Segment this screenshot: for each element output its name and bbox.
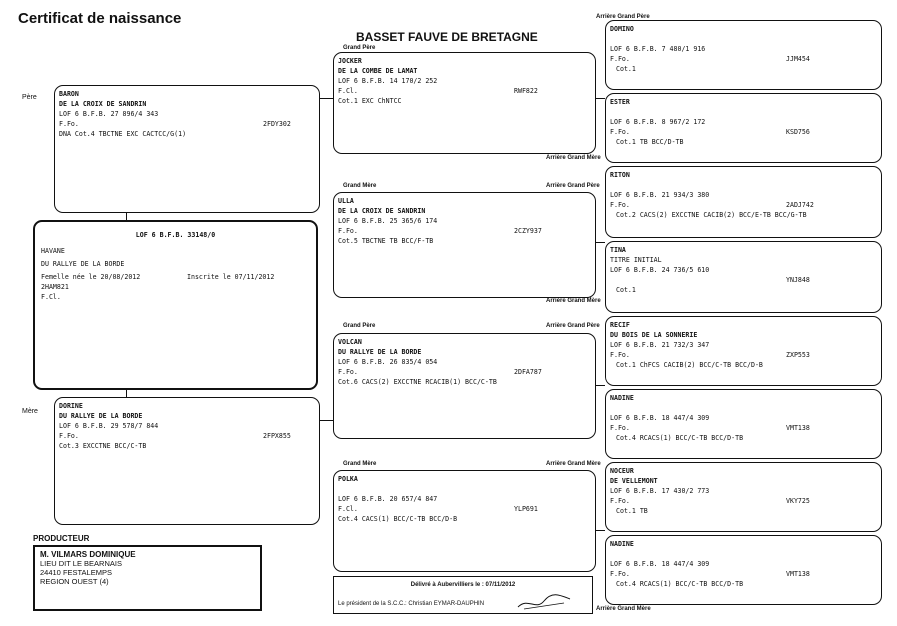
ggp-color: F.Fo. — [610, 570, 630, 578]
grandparent-name: ULLA — [338, 197, 354, 205]
delivery-date: Délivré à Aubervilliers le : 07/11/2012 — [410, 582, 516, 588]
grandparent-id: RWF822 — [514, 87, 538, 95]
connector-line — [596, 98, 605, 99]
ggp-name: TINA — [610, 246, 626, 254]
sire-affix: DE LA CROIX DE SANDRIN — [59, 100, 147, 108]
grandparent-affix: DE LA COMBE DE LAMAT — [338, 67, 418, 75]
grandparent-name: VOLCAN — [338, 338, 362, 346]
producer-name: M. VILMARS DOMINIQUE — [40, 550, 136, 559]
ggp-name: NADINE — [610, 394, 634, 402]
ggp-id: KSD756 — [786, 128, 810, 136]
father-side-label: Père — [22, 94, 37, 101]
connector-line — [319, 98, 333, 99]
label-agm-2: Arrière Grand Mère — [546, 298, 601, 304]
ggp-lof: LOF 6 B.F.B. 21 732/3 347 — [610, 341, 710, 349]
dam-note: Cot.3 EXCCTNE BCC/C-TB — [59, 442, 147, 450]
sire-note: DNA Cot.4 TBCTNE EXC CACTCC/G(1) — [59, 130, 187, 138]
sire-id: 2FDY302 — [263, 120, 291, 128]
president-signature-line: Le président de la S.C.C.: Christian EYMAR-DAUPHIN — [338, 601, 485, 607]
sire-name: BARON — [59, 90, 79, 98]
grandparent-lof: LOF 6 B.F.B. 14 170/2 252 — [338, 77, 438, 85]
ggp-name: NOCEUR — [610, 467, 634, 475]
ggp-lof: LOF 6 B.F.B. 17 430/2 773 — [610, 487, 710, 495]
label-grand-pere-2: Grand Père — [343, 323, 376, 329]
ggp-affix — [610, 34, 877, 44]
great-grandparent-card — [605, 20, 882, 90]
label-agm-3: Arrière Grand Mère — [546, 461, 601, 467]
subject-id: 2HAM821 — [41, 283, 69, 291]
dam-affix: DU RALLYE DE LA BORDE — [59, 412, 143, 420]
document-title: Certificat de naissance — [18, 10, 182, 27]
ggp-note: Cot.1 TB — [616, 507, 648, 515]
connector-line — [126, 212, 127, 220]
ggp-note: Cot.1 — [616, 65, 636, 73]
ggp-id: VMT138 — [786, 570, 810, 578]
grandparent-color: F.Cl. — [338, 87, 358, 95]
grandparent-note: Cot.1 EXC ChNTCC — [338, 97, 402, 105]
grandparent-id: YLP691 — [514, 505, 538, 513]
label-grand-mere-1: Grand Mère — [343, 183, 377, 189]
connector-line — [596, 385, 605, 386]
dam-color: F.Fo. — [59, 432, 79, 440]
ggp-color: F.Fo. — [610, 201, 630, 209]
ggp-lof: LOF 6 B.F.B. 7 480/1 916 — [610, 45, 706, 53]
ggp-id: JJM454 — [786, 55, 810, 63]
label-agp-1: Arrière Grand Père — [596, 14, 650, 20]
breed-title: BASSET FAUVE DE BRETAGNE — [356, 30, 538, 44]
grandparent-color: F.Cl. — [338, 505, 358, 513]
ggp-id: ZXP553 — [786, 351, 810, 359]
connector-line — [596, 242, 605, 243]
producer-label: PRODUCTEUR — [33, 534, 90, 543]
ggp-color: F.Fo. — [610, 128, 630, 136]
producer-address-line: REGION OUEST (4) — [40, 577, 109, 586]
grandparent-lof: LOF 6 B.F.B. 20 657/4 847 — [338, 495, 438, 503]
great-grandparent-card — [605, 93, 882, 163]
grandparent-name: POLKA — [338, 475, 358, 483]
great-grandparent-card — [605, 316, 882, 386]
label-agm-4: Arrière Grand Mère — [596, 606, 651, 612]
ggp-id: VMT138 — [786, 424, 810, 432]
dam-card — [54, 397, 320, 525]
subject-name: HAVANE — [41, 247, 65, 255]
subject-card — [33, 220, 318, 390]
ggp-color: F.Fo. — [610, 351, 630, 359]
great-grandparent-card — [605, 535, 882, 605]
label-agp-3: Arrière Grand Père — [546, 323, 600, 329]
sire-lof: LOF 6 B.F.B. 27 896/4 343 — [59, 110, 159, 118]
ggp-affix: DE VELLEMONT — [610, 477, 658, 485]
grandparent-affix: DE LA CROIX DE SANDRIN — [338, 207, 426, 215]
grandparent-card — [333, 470, 596, 572]
grandparent-note: Cot.6 CACS(2) EXCCTNE RCACIB(1) BCC/C-TB — [338, 378, 497, 386]
great-grandparent-card — [605, 166, 882, 238]
ggp-note: Cot.4 RCACS(1) BCC/C-TB BCC/D-TB — [616, 580, 744, 588]
grandparent-card — [333, 52, 596, 154]
signature-icon — [514, 591, 574, 613]
ggp-affix — [610, 549, 877, 559]
label-agm-1: Arrière Grand Mère — [546, 155, 601, 161]
grandparent-note: Cot.4 CACS(1) BCC/C-TB BCC/D-B — [338, 515, 458, 523]
ggp-note: Cot.1 — [616, 286, 636, 294]
label-grand-mere-2: Grand Mère — [343, 461, 377, 467]
ggp-note: Cot.1 ChFCS CACIB(2) BCC/C-TB BCC/D-B — [616, 361, 763, 369]
ggp-affix — [610, 107, 877, 117]
grandparent-id: 2CZY937 — [514, 227, 542, 235]
label-grand-pere-1: Grand Père — [343, 45, 376, 51]
dam-lof: LOF 6 B.F.B. 29 578/7 844 — [59, 422, 159, 430]
connector-line — [319, 420, 333, 421]
great-grandparent-card — [605, 462, 882, 532]
ggp-name: RITON — [610, 171, 630, 179]
ggp-lof: LOF 6 B.F.B. 24 736/5 610 — [610, 266, 710, 274]
grandparent-card — [333, 192, 596, 298]
ggp-name: DOMINO — [610, 25, 634, 33]
grandparent-note: Cot.5 TBCTNE TB BCC/F-TB — [338, 237, 434, 245]
ggp-lof: LOF 6 B.F.B. 18 447/4 309 — [610, 414, 710, 422]
ggp-color: F.Fo. — [610, 424, 630, 432]
subject-registered: Inscrite le 07/11/2012 — [187, 273, 275, 281]
grandparent-affix: DU RALLYE DE LA BORDE — [338, 348, 422, 356]
delivery-box — [333, 576, 593, 614]
grandparent-id: 2DFA787 — [514, 368, 542, 376]
great-grandparent-card — [605, 241, 882, 313]
label-agp-2: Arrière Grand Père — [546, 183, 600, 189]
producer-address-line: 24410 FESTALEMPS — [40, 568, 112, 577]
great-grandparent-card — [605, 389, 882, 459]
mother-side-label: Mère — [22, 408, 38, 415]
producer-card — [33, 545, 262, 611]
ggp-color: F.Fo. — [610, 497, 630, 505]
ggp-name: RECIF — [610, 321, 630, 329]
grandparent-affix — [338, 484, 591, 494]
sire-card — [54, 85, 320, 213]
subject-color: F.Cl. — [41, 293, 61, 301]
ggp-note: Cot.4 RCACS(1) BCC/C-TB BCC/D-TB — [616, 434, 744, 442]
ggp-affix — [610, 180, 877, 190]
grandparent-name: JOCKER — [338, 57, 362, 65]
grandparent-color: F.Fo. — [338, 227, 358, 235]
ggp-note: Cot.1 TB BCC/D-TB — [616, 138, 684, 146]
ggp-id: VKY725 — [786, 497, 810, 505]
grandparent-lof: LOF 6 B.F.B. 25 365/6 174 — [338, 217, 438, 225]
ggp-lof: LOF 6 B.F.B. 8 967/2 172 — [610, 118, 706, 126]
producer-address-line: LIEU DIT LE BEARNAIS — [40, 559, 122, 568]
ggp-lof: LOF 6 B.F.B. 18 447/4 309 — [610, 560, 710, 568]
grandparent-color: F.Fo. — [338, 368, 358, 376]
subject-affix: DU RALLYE DE LA BORDE — [41, 260, 125, 268]
ggp-id: 2ADJ742 — [786, 201, 814, 209]
ggp-note: Cot.2 CACS(2) EXCCTNE CACIB(2) BCC/E-TB BCC/G-TB — [616, 211, 807, 219]
ggp-name: ESTER — [610, 98, 630, 106]
ggp-color: F.Fo. — [610, 55, 630, 63]
ggp-affix — [610, 403, 877, 413]
subject-lof: LOF 6 B.F.B. 33148/0 — [135, 231, 216, 239]
subject-birth: Femelle née le 20/08/2012 — [41, 273, 141, 281]
sire-color: F.Fo. — [59, 120, 79, 128]
grandparent-card — [333, 333, 596, 439]
dam-name: DORINE — [59, 402, 83, 410]
ggp-lof: LOF 6 B.F.B. 21 934/3 380 — [610, 191, 710, 199]
ggp-affix: DU BOIS DE LA SONNERIE — [610, 331, 698, 339]
ggp-affix: TITRE INITIAL — [610, 256, 662, 264]
connector-line — [596, 530, 605, 531]
ggp-id: YNJ848 — [786, 276, 810, 284]
grandparent-lof: LOF 6 B.F.B. 26 835/4 054 — [338, 358, 438, 366]
ggp-name: NADINE — [610, 540, 634, 548]
dam-id: 2FPX855 — [263, 432, 291, 440]
